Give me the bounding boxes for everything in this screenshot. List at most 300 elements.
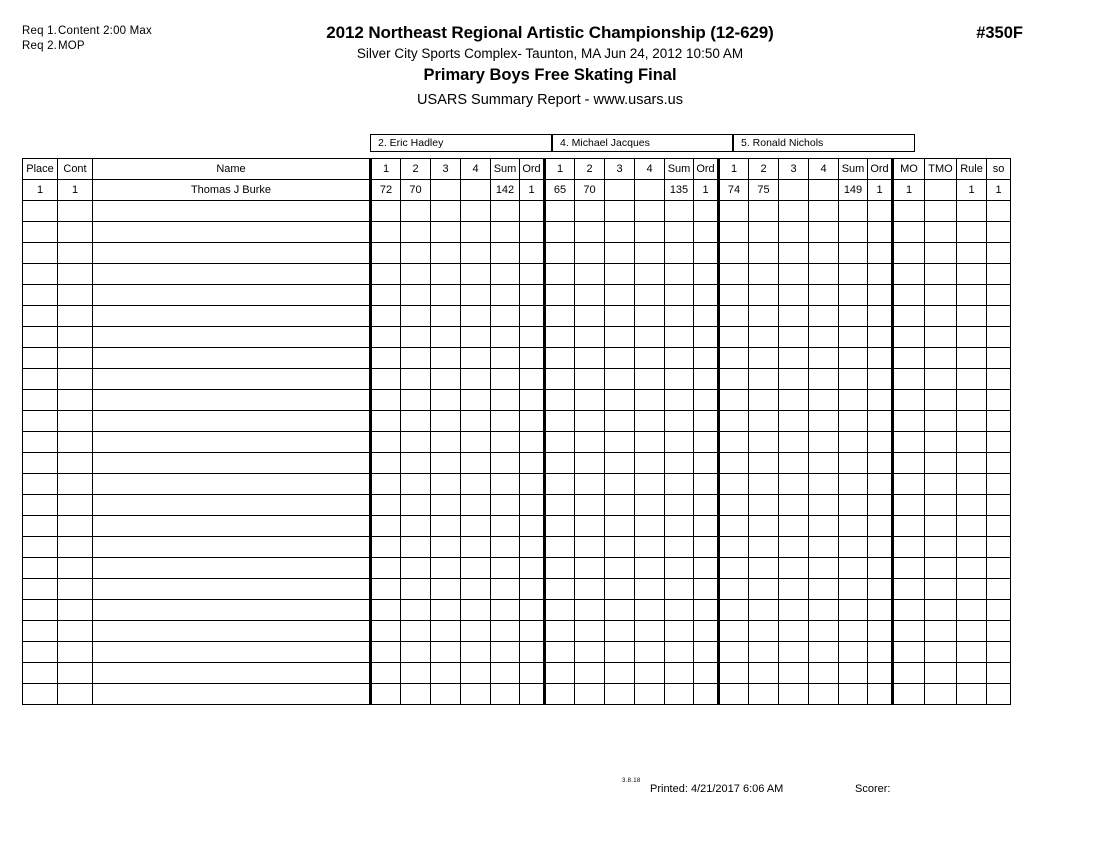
cell-j2-sum: 135 <box>665 180 694 201</box>
cell-empty <box>987 285 1011 306</box>
cell-empty <box>575 453 605 474</box>
cell-empty <box>635 369 665 390</box>
cell-empty <box>779 453 809 474</box>
cell-empty <box>605 264 635 285</box>
table-row-empty[interactable] <box>23 201 1011 222</box>
cell-empty <box>719 327 749 348</box>
table-row-empty[interactable] <box>23 264 1011 285</box>
cell-empty <box>925 348 957 369</box>
cell-empty <box>868 474 893 495</box>
cell-j3-s3 <box>779 180 809 201</box>
cell-empty <box>93 327 371 348</box>
cell-empty <box>58 264 93 285</box>
cell-empty <box>779 600 809 621</box>
cell-empty <box>868 243 893 264</box>
cell-empty <box>749 579 779 600</box>
cell-empty <box>749 390 779 411</box>
cell-place: 1 <box>23 180 58 201</box>
cell-empty <box>605 285 635 306</box>
table-row[interactable] <box>23 180 1011 201</box>
cell-empty <box>839 369 868 390</box>
cell-empty <box>893 642 925 663</box>
cell-empty <box>719 348 749 369</box>
cell-empty <box>665 558 694 579</box>
event-title: Primary Boys Free Skating Final <box>423 66 677 84</box>
cell-empty <box>93 663 371 684</box>
cell-empty <box>371 222 401 243</box>
cell-empty <box>401 411 431 432</box>
cell-empty <box>809 348 839 369</box>
cell-empty <box>868 369 893 390</box>
col-header-j1-ord: Ord <box>520 159 545 180</box>
cell-empty <box>987 369 1011 390</box>
cell-empty <box>491 516 520 537</box>
cell-empty <box>371 579 401 600</box>
cell-empty <box>461 432 491 453</box>
table-row-empty[interactable] <box>23 243 1011 264</box>
col-header-j2-s3: 3 <box>605 159 635 180</box>
cell-empty <box>719 264 749 285</box>
cell-empty <box>893 327 925 348</box>
table-row-empty[interactable] <box>23 390 1011 411</box>
cell-empty <box>635 621 665 642</box>
table-header-row <box>23 159 1011 180</box>
cell-empty <box>635 474 665 495</box>
cell-empty <box>545 306 575 327</box>
cell-empty <box>749 642 779 663</box>
table-row-empty[interactable] <box>23 453 1011 474</box>
cell-empty <box>987 663 1011 684</box>
cell-empty <box>694 222 719 243</box>
cell-empty <box>694 348 719 369</box>
cell-empty <box>431 516 461 537</box>
cell-empty <box>431 474 461 495</box>
cell-empty <box>694 285 719 306</box>
cell-empty <box>93 495 371 516</box>
cell-empty <box>575 516 605 537</box>
cell-empty <box>23 264 58 285</box>
cell-empty <box>839 285 868 306</box>
cell-empty <box>809 684 839 705</box>
col-header-so: so <box>987 159 1011 180</box>
cell-empty <box>401 432 431 453</box>
cell-empty <box>491 327 520 348</box>
table-row-empty[interactable] <box>23 306 1011 327</box>
cell-empty <box>491 369 520 390</box>
cell-empty <box>957 684 987 705</box>
cell-empty <box>665 264 694 285</box>
cell-empty <box>809 222 839 243</box>
cell-empty <box>839 306 868 327</box>
cell-empty <box>461 369 491 390</box>
cell-empty <box>694 453 719 474</box>
cell-empty <box>635 348 665 369</box>
cell-empty <box>987 537 1011 558</box>
cell-empty <box>605 495 635 516</box>
judge-label-3: 5. Ronald Nichols <box>741 137 824 149</box>
cell-empty <box>957 201 987 222</box>
cell-empty <box>431 369 461 390</box>
cell-empty <box>461 495 491 516</box>
cell-empty <box>809 600 839 621</box>
cell-empty <box>575 411 605 432</box>
cell-empty <box>665 411 694 432</box>
cell-empty <box>371 201 401 222</box>
cell-empty <box>779 222 809 243</box>
cell-empty <box>893 306 925 327</box>
cell-empty <box>957 327 987 348</box>
cell-empty <box>93 348 371 369</box>
cell-empty <box>809 495 839 516</box>
cell-j3-s4 <box>809 180 839 201</box>
cell-empty <box>401 621 431 642</box>
cell-empty <box>545 411 575 432</box>
cell-empty <box>545 348 575 369</box>
cell-empty <box>987 264 1011 285</box>
cell-empty <box>93 222 371 243</box>
table-row-empty[interactable] <box>23 222 1011 243</box>
cell-empty <box>605 663 635 684</box>
col-header-j1-sum: Sum <box>491 159 520 180</box>
cell-empty <box>694 327 719 348</box>
cell-empty <box>23 432 58 453</box>
cell-empty <box>431 264 461 285</box>
cell-empty <box>839 390 868 411</box>
col-header-j3-ord: Ord <box>868 159 893 180</box>
cell-empty <box>58 579 93 600</box>
cell-empty <box>58 306 93 327</box>
cell-empty <box>665 663 694 684</box>
cell-empty <box>371 390 401 411</box>
col-header-j3-sum: Sum <box>839 159 868 180</box>
cell-empty <box>605 579 635 600</box>
cell-empty <box>545 432 575 453</box>
cell-empty <box>575 201 605 222</box>
cell-j2-s1: 65 <box>545 180 575 201</box>
cell-empty <box>23 537 58 558</box>
cell-empty <box>719 516 749 537</box>
cell-empty <box>461 600 491 621</box>
footer-scorer: Scorer: <box>855 783 891 795</box>
cell-empty <box>23 600 58 621</box>
cell-empty <box>93 285 371 306</box>
table-row-empty[interactable] <box>23 285 1011 306</box>
cell-empty <box>575 369 605 390</box>
cell-empty <box>520 516 545 537</box>
cell-empty <box>461 264 491 285</box>
cell-empty <box>987 222 1011 243</box>
cell-empty <box>809 432 839 453</box>
cell-empty <box>809 306 839 327</box>
cell-empty <box>839 411 868 432</box>
table-row-empty[interactable] <box>23 432 1011 453</box>
cell-empty <box>839 663 868 684</box>
table-body <box>23 180 1011 705</box>
summary-table <box>22 158 1011 705</box>
cell-empty <box>491 432 520 453</box>
cell-empty <box>371 327 401 348</box>
cell-empty <box>839 621 868 642</box>
cell-empty <box>401 201 431 222</box>
cell-empty <box>93 474 371 495</box>
cell-empty <box>431 411 461 432</box>
cell-empty <box>605 390 635 411</box>
cell-empty <box>371 537 401 558</box>
cell-j3-s2: 75 <box>749 180 779 201</box>
cell-empty <box>719 243 749 264</box>
cell-empty <box>371 663 401 684</box>
cell-empty <box>491 264 520 285</box>
judge-label-2: 4. Michael Jacques <box>553 135 734 151</box>
cell-empty <box>635 222 665 243</box>
cell-empty <box>545 222 575 243</box>
cell-empty <box>371 369 401 390</box>
cell-empty <box>520 411 545 432</box>
cell-empty <box>809 516 839 537</box>
cell-empty <box>925 558 957 579</box>
cell-empty <box>749 411 779 432</box>
cell-empty <box>93 684 371 705</box>
cell-empty <box>809 453 839 474</box>
cell-empty <box>925 453 957 474</box>
col-header-j1-s1: 1 <box>371 159 401 180</box>
cell-empty <box>401 264 431 285</box>
table-row-empty[interactable] <box>23 558 1011 579</box>
cell-empty <box>779 516 809 537</box>
cell-empty <box>779 663 809 684</box>
cell-empty <box>545 621 575 642</box>
cell-empty <box>23 474 58 495</box>
cell-empty <box>431 642 461 663</box>
cell-empty <box>719 600 749 621</box>
cell-empty <box>925 516 957 537</box>
cell-empty <box>431 579 461 600</box>
cell-empty <box>545 369 575 390</box>
cell-empty <box>665 369 694 390</box>
cell-j3-ord: 1 <box>868 180 893 201</box>
cell-empty <box>694 558 719 579</box>
cell-empty <box>987 600 1011 621</box>
cell-empty <box>749 621 779 642</box>
cell-empty <box>665 474 694 495</box>
cell-empty <box>371 621 401 642</box>
cell-empty <box>545 642 575 663</box>
cell-empty <box>719 537 749 558</box>
cell-j1-s1: 72 <box>371 180 401 201</box>
cell-empty <box>431 453 461 474</box>
cell-empty <box>371 348 401 369</box>
cell-empty <box>520 306 545 327</box>
table-row-empty[interactable] <box>23 348 1011 369</box>
table-row-empty[interactable] <box>23 537 1011 558</box>
cell-empty <box>868 222 893 243</box>
cell-j3-sum: 149 <box>839 180 868 201</box>
cell-empty <box>23 243 58 264</box>
table-row-empty[interactable] <box>23 369 1011 390</box>
table-row-empty[interactable] <box>23 516 1011 537</box>
cell-empty <box>575 474 605 495</box>
cell-empty <box>839 495 868 516</box>
cell-empty <box>925 411 957 432</box>
cell-empty <box>987 684 1011 705</box>
cell-empty <box>575 600 605 621</box>
cell-empty <box>58 495 93 516</box>
cell-empty <box>868 495 893 516</box>
cell-empty <box>839 558 868 579</box>
cell-empty <box>58 600 93 621</box>
cell-empty <box>925 600 957 621</box>
cell-empty <box>23 306 58 327</box>
col-header-j3-s3: 3 <box>779 159 809 180</box>
table-row-empty[interactable] <box>23 600 1011 621</box>
cell-empty <box>461 579 491 600</box>
cell-empty <box>665 243 694 264</box>
cell-empty <box>635 453 665 474</box>
cell-empty <box>839 327 868 348</box>
cell-empty <box>893 369 925 390</box>
cell-empty <box>809 369 839 390</box>
cell-j3-s1: 74 <box>719 180 749 201</box>
cell-empty <box>431 306 461 327</box>
cell-empty <box>694 264 719 285</box>
cell-empty <box>839 537 868 558</box>
cell-empty <box>635 243 665 264</box>
cell-empty <box>665 222 694 243</box>
cell-empty <box>635 558 665 579</box>
cell-empty <box>635 285 665 306</box>
table-row-empty[interactable] <box>23 621 1011 642</box>
cell-empty <box>491 306 520 327</box>
cell-empty <box>635 411 665 432</box>
col-header-j1-s3: 3 <box>431 159 461 180</box>
cell-empty <box>23 663 58 684</box>
cell-empty <box>809 243 839 264</box>
cell-empty <box>779 579 809 600</box>
cell-empty <box>925 642 957 663</box>
col-header-j2-sum: Sum <box>665 159 694 180</box>
cell-empty <box>868 285 893 306</box>
cell-empty <box>23 621 58 642</box>
cell-empty <box>401 600 431 621</box>
cell-empty <box>749 201 779 222</box>
cell-empty <box>401 516 431 537</box>
cell-empty <box>987 411 1011 432</box>
cell-empty <box>520 600 545 621</box>
cell-empty <box>779 684 809 705</box>
cell-empty <box>868 201 893 222</box>
cell-empty <box>431 201 461 222</box>
cell-empty <box>749 558 779 579</box>
cell-empty <box>461 348 491 369</box>
cell-empty <box>605 600 635 621</box>
cell-empty <box>868 579 893 600</box>
cell-j1-s2: 70 <box>401 180 431 201</box>
cell-empty <box>779 243 809 264</box>
cell-empty <box>749 537 779 558</box>
cell-empty <box>635 642 665 663</box>
cell-empty <box>749 306 779 327</box>
table-row-empty[interactable] <box>23 495 1011 516</box>
cell-empty <box>605 306 635 327</box>
cell-empty <box>371 264 401 285</box>
col-header-j3-s1: 1 <box>719 159 749 180</box>
cell-empty <box>371 642 401 663</box>
cell-empty <box>545 684 575 705</box>
cell-empty <box>957 621 987 642</box>
cell-empty <box>719 642 749 663</box>
cell-empty <box>749 684 779 705</box>
col-header-mo: MO <box>893 159 925 180</box>
cell-empty <box>868 663 893 684</box>
cell-empty <box>520 495 545 516</box>
cell-empty <box>575 684 605 705</box>
cell-empty <box>431 327 461 348</box>
cell-tmo <box>925 180 957 201</box>
cell-empty <box>635 516 665 537</box>
table-row-empty[interactable] <box>23 684 1011 705</box>
requirement-label: Req 1. <box>22 25 58 37</box>
cell-empty <box>987 558 1011 579</box>
cell-empty <box>58 411 93 432</box>
cell-empty <box>371 411 401 432</box>
cell-empty <box>957 642 987 663</box>
cell-empty <box>431 600 461 621</box>
cell-empty <box>987 243 1011 264</box>
cell-empty <box>779 390 809 411</box>
cell-empty <box>893 390 925 411</box>
table-row-empty[interactable] <box>23 327 1011 348</box>
cell-empty <box>461 663 491 684</box>
cell-empty <box>809 663 839 684</box>
cell-empty <box>431 684 461 705</box>
cell-empty <box>665 285 694 306</box>
cell-empty <box>58 369 93 390</box>
cell-empty <box>694 537 719 558</box>
cell-empty <box>925 495 957 516</box>
table-row-empty[interactable] <box>23 642 1011 663</box>
cell-empty <box>401 306 431 327</box>
table-row-empty[interactable] <box>23 411 1011 432</box>
cell-empty <box>93 621 371 642</box>
cell-empty <box>605 474 635 495</box>
cell-empty <box>957 453 987 474</box>
cell-empty <box>461 390 491 411</box>
cell-empty <box>401 243 431 264</box>
cell-empty <box>749 600 779 621</box>
cell-empty <box>719 558 749 579</box>
cell-empty <box>575 327 605 348</box>
cell-j2-ord: 1 <box>694 180 719 201</box>
table-row-empty[interactable] <box>23 663 1011 684</box>
cell-empty <box>461 621 491 642</box>
cell-empty <box>925 222 957 243</box>
table-row-empty[interactable] <box>23 579 1011 600</box>
cell-empty <box>925 537 957 558</box>
cell-empty <box>839 222 868 243</box>
cell-empty <box>839 264 868 285</box>
cell-empty <box>749 243 779 264</box>
cell-empty <box>665 306 694 327</box>
table-row-empty[interactable] <box>23 474 1011 495</box>
cell-empty <box>779 369 809 390</box>
cell-empty <box>719 390 749 411</box>
cell-empty <box>868 621 893 642</box>
cell-empty <box>957 348 987 369</box>
cell-empty <box>93 579 371 600</box>
cell-empty <box>635 663 665 684</box>
cell-empty <box>371 495 401 516</box>
col-header-name: Name <box>93 159 371 180</box>
